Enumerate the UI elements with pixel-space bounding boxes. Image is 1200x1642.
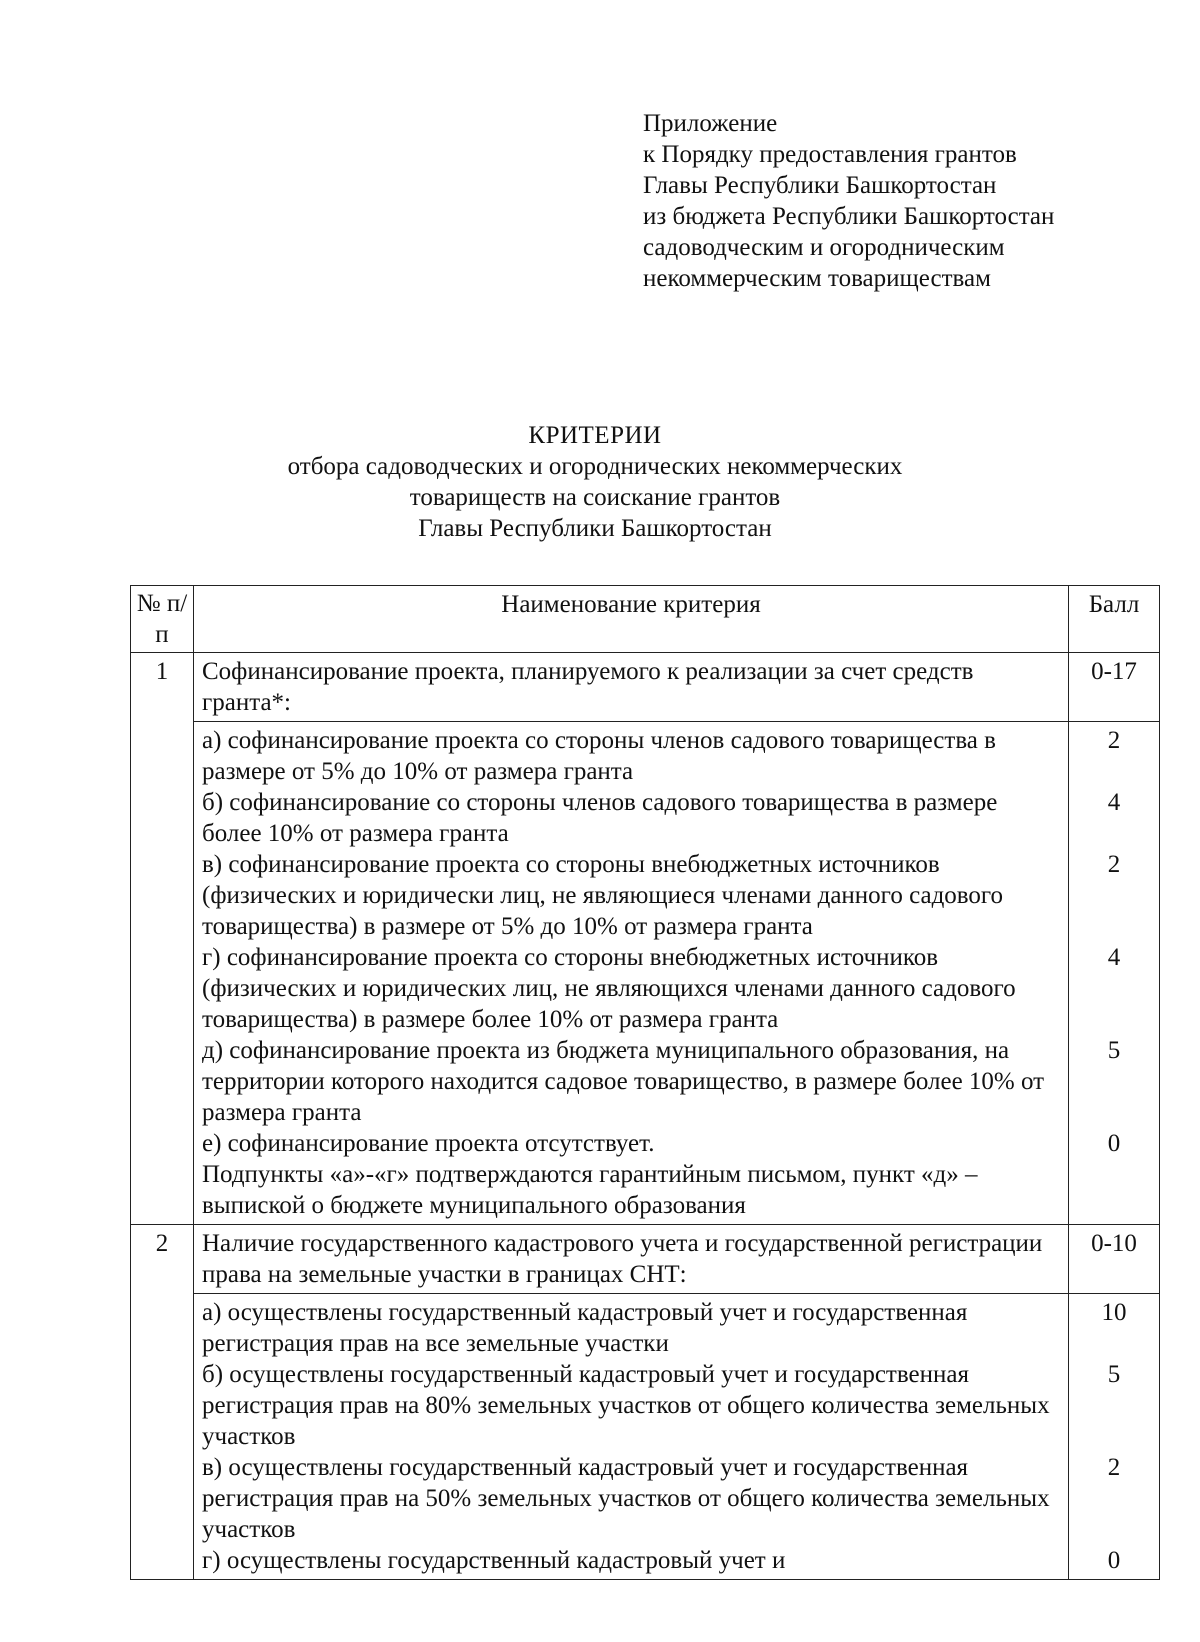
item-score: 2 [1107, 851, 1121, 878]
table-row [131, 653, 1160, 722]
criterion-title: Наличие государственного кадастрового учета и государственной регистрации права на земельные участки в границах СНТ: [194, 1225, 1069, 1294]
title-line: Главы Республики Башкортостан [418, 515, 772, 542]
appendix-line: к Порядку предоставления грантов [643, 141, 1017, 168]
appendix-line: Приложение [643, 110, 778, 137]
list-item: е) софинансирование проекта отсутствует. [202, 1130, 655, 1157]
title-line: товариществ на соискание грантов [409, 484, 781, 511]
item-score: 4 [1107, 789, 1121, 816]
item-score: 0 [1107, 1130, 1121, 1157]
criterion-note: Подпункты «а»-«г» подтверждаются гарантийным письмом, пункт «д» – выпиской о бюджете муниципального образования [202, 1161, 978, 1219]
list-item: г) софинансирование проекта со стороны внебюджетных источников (физических и юридических лиц, не являющихся членами данного садового товарищества) в размере более 10% от размера гранта [202, 944, 1016, 1033]
header-score: Балл [1069, 586, 1160, 653]
criterion-score: 0-10 [1069, 1225, 1160, 1294]
list-item: а) осуществлены государственный кадастровый учет и государственная регистрация прав на все земельные участки [202, 1299, 968, 1357]
title-line: отбора садоводческих и огороднических некоммерческих [287, 453, 903, 480]
list-item: б) осуществлены государственный кадастровый учет и государственная регистрация прав на 80% земельных участков от общего количества земельных участков [202, 1361, 1050, 1450]
appendix-line: некоммерческим товариществам [643, 265, 991, 292]
header-name: Наименование критерия [194, 586, 1069, 653]
item-score: 5 [1107, 1037, 1121, 1064]
list-item: б) софинансирование со стороны членов садового товарищества в размере более 10% от размера гранта [202, 789, 998, 847]
document-title [130, 420, 1060, 544]
list-item: д) софинансирование проекта из бюджета муниципального образования, на территории которого находится садовое товарищество, в размере более 10% от размера гранта [202, 1037, 1045, 1126]
list-item: в) осуществлены государственный кадастровый учет и государственная регистрация прав на 50% земельных участков от общего количества земельных участков [202, 1454, 1050, 1543]
appendix-block [643, 108, 1183, 294]
table-row [131, 722, 1160, 1225]
criteria-table [130, 585, 1160, 1580]
criterion-score: 0-17 [1069, 653, 1160, 722]
item-score: 4 [1107, 944, 1121, 971]
item-score: 5 [1107, 1361, 1121, 1388]
criterion-title: Софинансирование проекта, планируемого к реализации за счет средств гранта*: [194, 653, 1069, 722]
criterion-num: 1 [131, 653, 194, 1225]
item-score: 2 [1107, 727, 1121, 754]
table-row [131, 1294, 1160, 1580]
criterion-items [194, 1294, 1069, 1580]
list-item: в) софинансирование проекта со стороны внебюджетных источников (физических и юридически лиц, не являющиеся членами данного садового товарищества) в размере от 5% до 10% от размера гранта [202, 851, 1004, 940]
criterion-num: 2 [131, 1225, 194, 1580]
list-item: г) осуществлены государственный кадастровый учет и [202, 1547, 786, 1574]
item-score: 0 [1107, 1547, 1121, 1574]
title-heading: КРИТЕРИИ [528, 422, 662, 449]
appendix-line: из бюджета Республики Башкортостан [643, 203, 1055, 230]
table-row [131, 1225, 1160, 1294]
item-score: 10 [1101, 1299, 1127, 1326]
appendix-line: садоводческим и огородническим [643, 234, 1005, 261]
item-score: 2 [1107, 1454, 1121, 1481]
header-num-label: № п/п [136, 590, 188, 648]
item-scores [1069, 1294, 1160, 1580]
header-num [131, 586, 194, 653]
appendix-line: Главы Республики Башкортостан [643, 172, 997, 199]
criterion-items [194, 722, 1069, 1225]
list-item: а) софинансирование проекта со стороны членов садового товарищества в размере от 5% до 10% от размера гранта [202, 727, 996, 785]
item-scores [1069, 722, 1160, 1225]
table-header-row [131, 586, 1160, 653]
